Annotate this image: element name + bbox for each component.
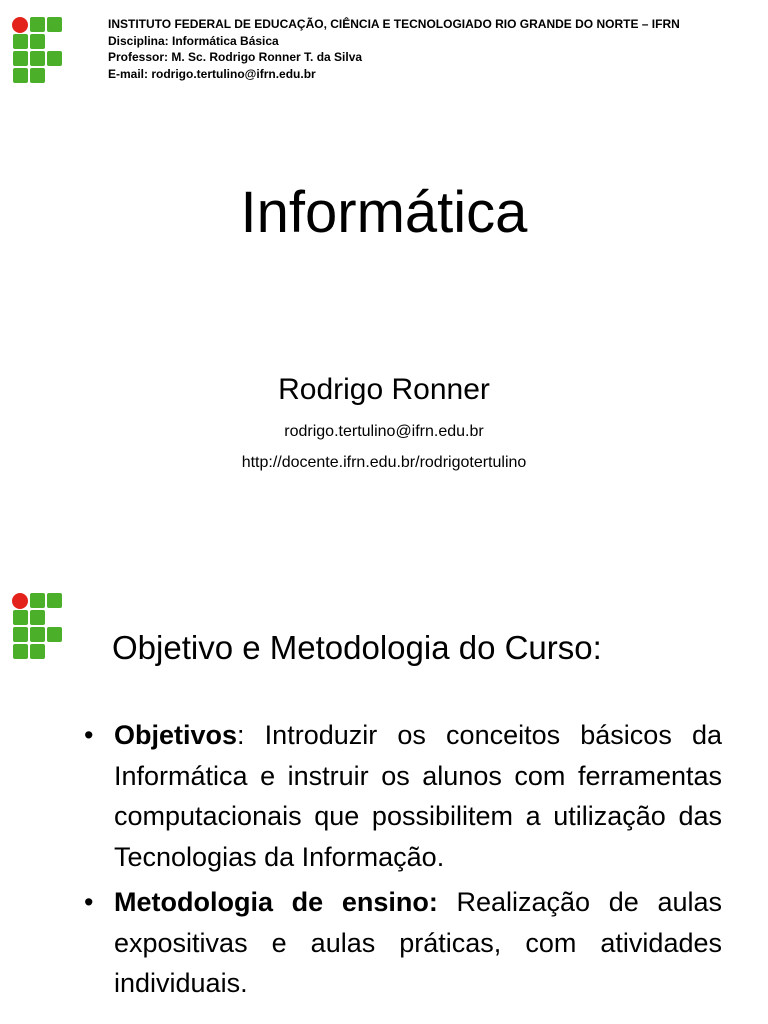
bullet-term: Objetivos [114,720,238,750]
author-url: http://docente.ifrn.edu.br/rodrigotertulino [241,454,527,471]
bullet-text: : Introduzir os conceitos básicos da Informática e instruir os alunos com ferramentas computacionais que possibilitem a utilização das Tecnologias da Informação. [114,720,722,873]
email-line: E-mail: rodrigo.tertulino@ifrn.edu.br [108,66,316,81]
list-item [84,882,722,1004]
bullet-icon: • [84,720,94,750]
bullet-term: Metodologia de ensino: [114,886,438,917]
content-slide [0,576,768,1024]
bullet-list [84,715,722,1008]
bullet-icon: • [84,886,94,917]
list-item [84,715,722,878]
slide-title: Objetivo e Metodologia do Curso: [112,629,602,666]
author-email: rodrigo.tertulino@ifrn.edu.br [284,423,484,440]
ifrn-logo-icon [12,17,64,85]
bullet-text: Realização de aulas expositivas e aulas práticas, com atividades individuais. [114,886,722,999]
institution-name: INSTITUTO FEDERAL DE EDUCAÇÃO, CIÊNCIA E TECNOLOGIADO RIO GRANDE DO NORTE – IFRN [108,17,680,31]
ifrn-logo-icon [12,593,64,661]
author-name: Rodrigo Ronner [278,373,490,406]
professor-line: Professor: M. Sc. Rodrigo Ronner T. da Silva [108,50,363,64]
slide-title: Informática [240,180,528,245]
discipline-line: Disciplina: Informática Básica [108,33,279,48]
institution-header [108,16,680,82]
